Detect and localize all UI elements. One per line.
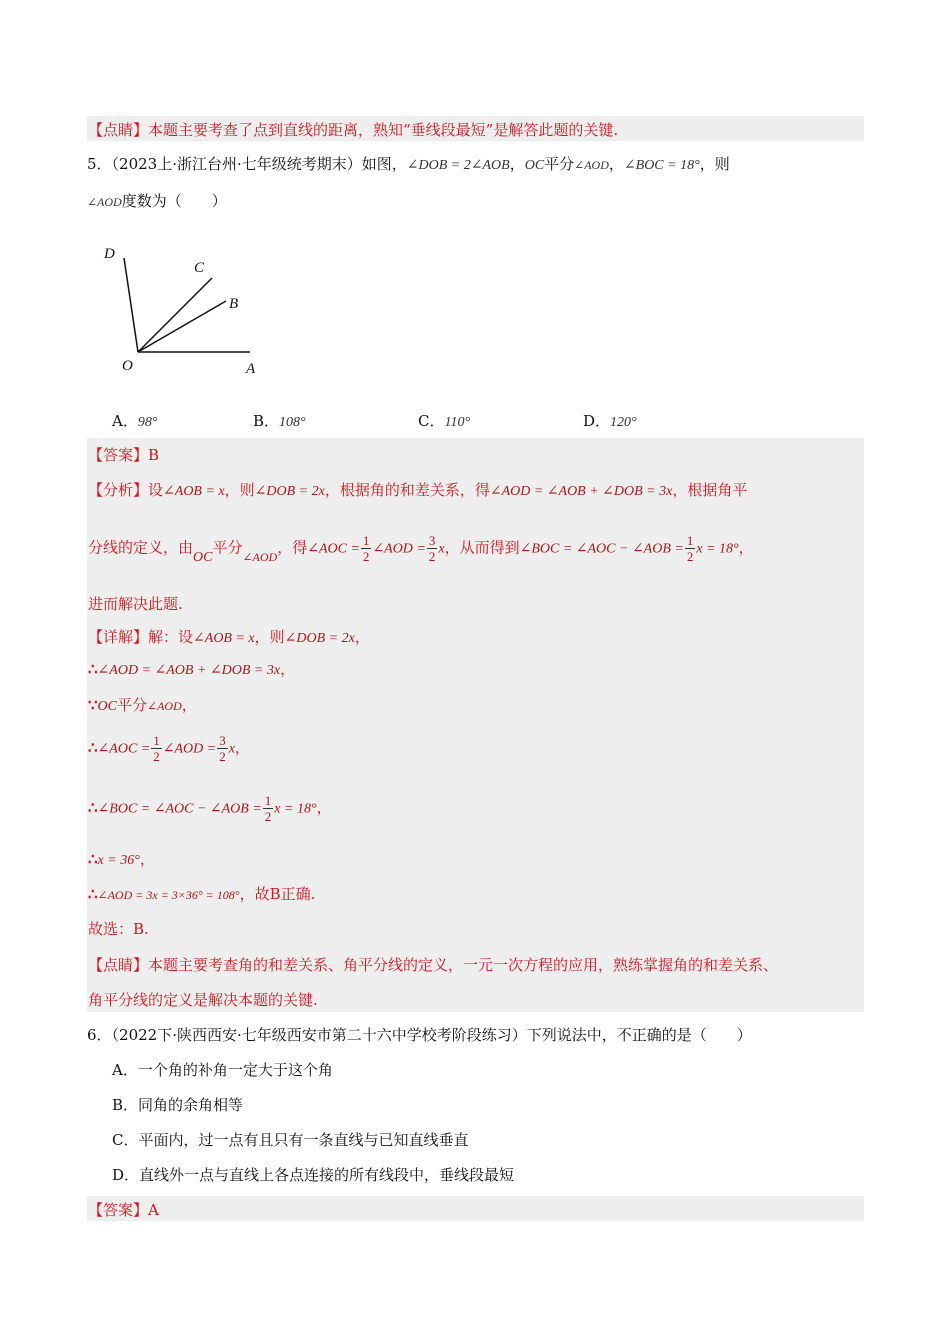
- question-5-ask: ∠AOD度数为（ ）: [87, 192, 227, 210]
- previous-comment: 【点睛】本题主要考查了点到直线的距离，熟知“垂线段最短”是解答此题的关键.: [88, 121, 619, 139]
- question-6-stem: 6．（2022下·陕西西安·七年级西安市第二十六中学校考阶段练习）下列说法中，不正确的是（ ）: [87, 1026, 752, 1044]
- answer-line: 【答案】B: [88, 446, 160, 464]
- label-a: A: [246, 361, 256, 377]
- label-o: O: [122, 358, 133, 374]
- detail-line-2: ∴∠AOD = ∠AOB + ∠DOB = 3x，: [88, 660, 296, 678]
- label-b: B: [229, 296, 239, 312]
- q6-option-a: A．一个角的补角一定大于这个角: [112, 1061, 333, 1079]
- detail-line-4: ∴∠AOC = $\frac{1}{2}$ ∠AOD = $\frac{3}{2}$ x，: [88, 733, 250, 764]
- question-5-stem: 5．（2023上·浙江台州·七年级统考期末）如图，∠DOB = 2∠AOB，OC平分∠AOD，∠BOC = 18°，则: [87, 155, 730, 173]
- detail-line-6: ∴x = 36°，: [88, 850, 155, 868]
- option-d: D．120°: [583, 412, 637, 430]
- q6-answer: 【答案】A: [88, 1201, 159, 1219]
- comment-line-1: 【点睛】本题主要考查角的和差关系、角平分线的定义，一元一次方程的应用，熟练掌握角的和差关系、: [88, 956, 779, 974]
- q6-option-b: B．同角的余角相等: [112, 1096, 244, 1114]
- option-a: A．98°: [112, 412, 158, 430]
- choose-line: 故选：B.: [88, 920, 149, 938]
- label-c: C: [194, 260, 205, 276]
- angle-diagram: [98, 236, 278, 386]
- analysis-line-3: 进而解决此题.: [88, 595, 183, 613]
- detail-line-5: ∴∠BOC = ∠AOC − ∠AOB = $\frac{1}{2}$ x = 18°，: [88, 793, 332, 824]
- analysis-line-1: 【分析】设∠AOB = x，则∠DOB = 2x，根据角的和差关系，得∠AOD = ∠AOB + ∠DOB = 3x，根据角平: [88, 481, 748, 499]
- analysis-line-2: 分线的定义，由OC平分$_{\angle AOD}$，得∠AOC = $\frac{1}{2}$ ∠AOD = $\frac{3}{2}$ x，从而得到∠BOC = ∠AOC − ∠AOB = $\frac{1}{2}$ x = 18°，: [88, 533, 754, 565]
- solution-block: [87, 438, 864, 1012]
- detail-line-3: ∵OC平分∠AOD，: [88, 696, 197, 714]
- q6-option-c: C．平面内，过一点有且只有一条直线与已知直线垂直: [112, 1131, 469, 1149]
- option-b: B．108°: [253, 412, 306, 430]
- comment-line-2: 角平分线的定义是解决本题的关键.: [88, 991, 318, 1009]
- label-d: D: [104, 246, 115, 262]
- q6-option-d: D．直线外一点与直线上各点连接的所有线段中，垂线段最短: [112, 1166, 515, 1184]
- q6-answer-block: [87, 1196, 864, 1221]
- detail-line-1: 【详解】解：设∠AOB = x，则∠DOB = 2x，: [88, 628, 370, 646]
- previous-comment-block: [87, 116, 864, 141]
- option-c: C．110°: [418, 412, 471, 430]
- ray-od: [124, 258, 138, 352]
- detail-line-7: ∴∠AOD = 3x = 3×36° = 108°，故B正确.: [88, 885, 316, 903]
